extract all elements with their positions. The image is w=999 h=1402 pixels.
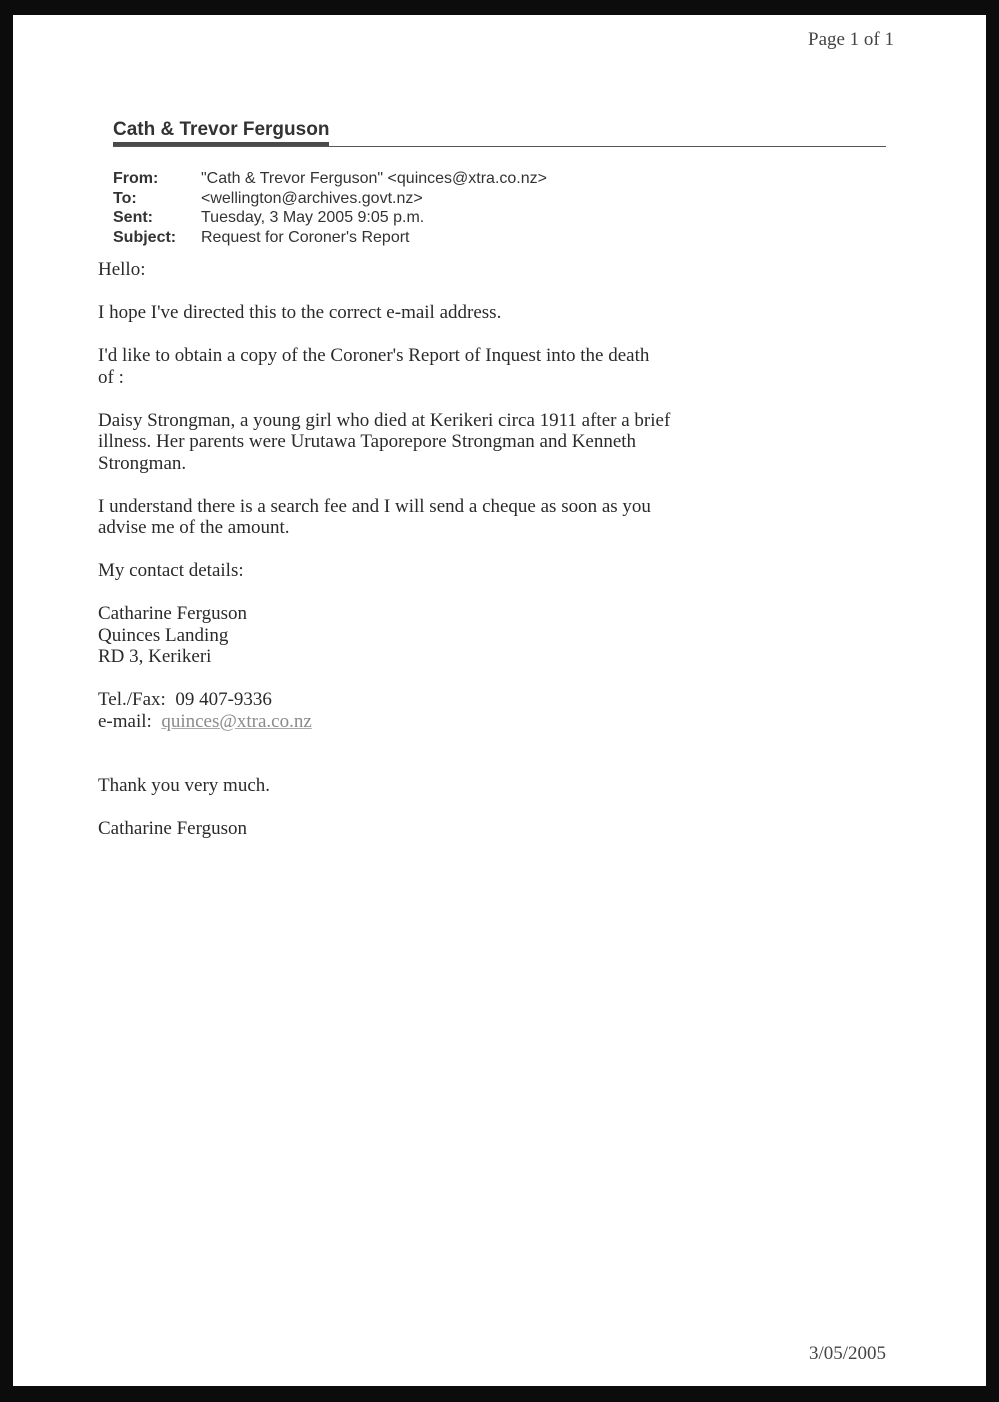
contact-address-block — [98, 603, 718, 668]
email-title-block — [113, 119, 886, 146]
contact-intro: My contact details: — [98, 560, 244, 581]
header-label: Sent: — [113, 209, 153, 226]
details-line-1: Daisy Strongman, a young girl who died at Kerikeri circa 1911 after a brief — [98, 409, 671, 431]
page-number: Page 1 of 1 — [808, 29, 895, 50]
email-body — [98, 259, 718, 861]
contact-phone-email-block — [98, 689, 718, 732]
closing: Thank you very much. — [98, 775, 271, 796]
tel-label: Tel./Fax: — [98, 689, 166, 710]
contact-name: Catharine Ferguson — [98, 603, 247, 624]
fee-line-2: advise me of the amount. — [98, 517, 290, 538]
header-from — [113, 169, 547, 189]
fee-line-1: I understand there is a search fee and I will send a cheque as soon as you — [98, 495, 651, 517]
request-line-2: of : — [98, 366, 124, 388]
paragraph-address-check: I hope I've directed this to the correct e-mail address. — [98, 302, 502, 323]
request-line-1: I'd like to obtain a copy of the Coroner's Report of Inquest into the death — [98, 345, 650, 366]
signature: Catharine Ferguson — [98, 818, 247, 839]
greeting: Hello: — [98, 259, 146, 280]
contact-address-line-1: Quinces Landing — [98, 624, 229, 646]
header-label: To: — [113, 189, 137, 207]
header-sent — [113, 208, 547, 228]
paragraph-subject-details — [98, 410, 718, 475]
paragraph-request — [98, 345, 718, 388]
email-link[interactable]: quinces@xtra.co.nz — [161, 710, 312, 732]
printed-page — [13, 15, 986, 1386]
print-date: 3/05/2005 — [809, 1343, 887, 1364]
header-to — [113, 189, 547, 209]
paragraph-fee — [98, 496, 718, 539]
contact-address-line-2: RD 3, Kerikeri — [98, 646, 212, 667]
email-title: Cath & Trevor Ferguson — [113, 119, 329, 146]
details-line-3: Strongman. — [98, 452, 187, 474]
email-label: e-mail: — [98, 710, 152, 732]
header-value: "Cath & Trevor Ferguson" <quinces@xtra.co.nz> — [201, 170, 547, 187]
header-value: Request for Coroner's Report — [201, 228, 410, 246]
header-value: <wellington@archives.govt.nz> — [201, 189, 423, 207]
header-subject — [113, 228, 547, 248]
title-divider — [113, 146, 886, 147]
header-value: Tuesday, 3 May 2005 9:05 p.m. — [201, 209, 425, 226]
tel-value: 09 407-9336 — [175, 689, 272, 710]
email-headers — [113, 169, 547, 247]
header-label: Subject: — [113, 228, 177, 246]
header-label: From: — [113, 170, 159, 187]
details-line-2: illness. Her parents were Urutawa Taporepore Strongman and Kenneth — [98, 431, 637, 452]
